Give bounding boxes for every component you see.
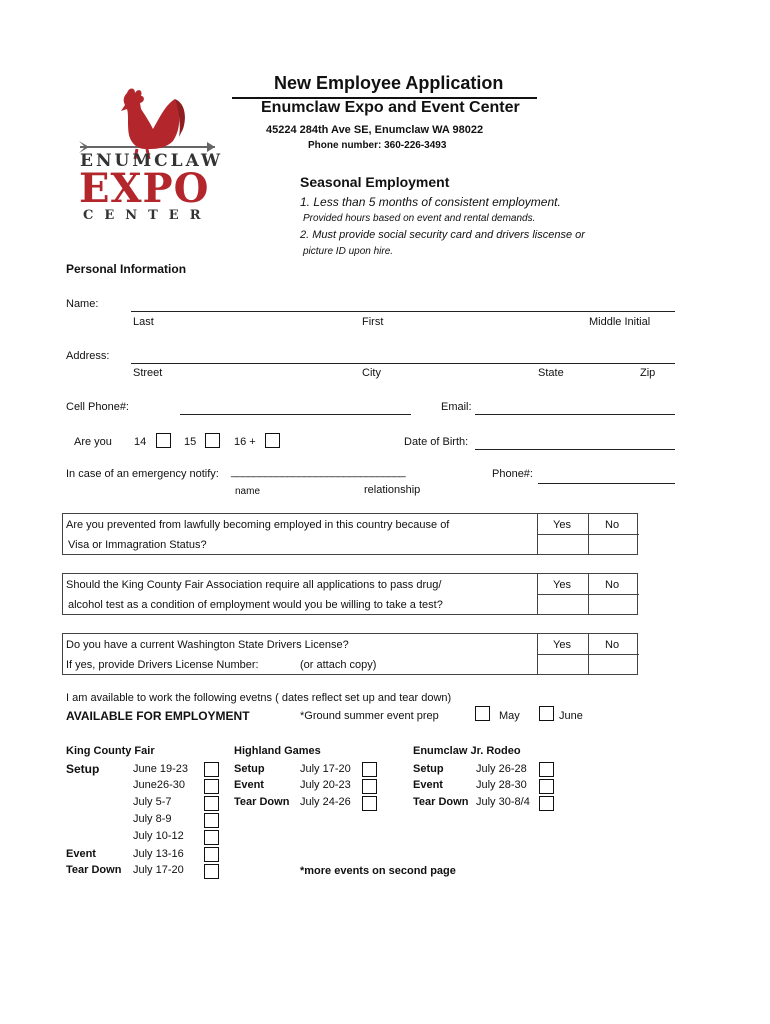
availability-intro: I am available to work the following evetns ( dates reflect set up and tear down) bbox=[66, 692, 452, 704]
hg-setup-label: Setup bbox=[234, 763, 265, 775]
kc-checkbox-7[interactable] bbox=[204, 864, 219, 879]
ground-prep-label: *Ground summer event prep bbox=[300, 710, 439, 722]
hg-date-3: July 24-26 bbox=[300, 796, 351, 808]
rodeo-checkbox-1[interactable] bbox=[539, 762, 554, 777]
org-address: 45224 284th Ave SE, Enumclaw WA 98022 bbox=[266, 124, 484, 136]
kc-date-6: July 13-16 bbox=[133, 848, 184, 860]
age-14-label: 14 bbox=[134, 436, 147, 448]
kc-fair-title: King County Fair bbox=[66, 745, 155, 757]
rodeo-event-label: Event bbox=[413, 779, 443, 791]
kc-setup-label: Setup bbox=[66, 762, 100, 776]
org-name: Enumclaw Expo and Event Center bbox=[261, 99, 520, 116]
kc-checkbox-2[interactable] bbox=[204, 779, 219, 794]
name-label: Name: bbox=[66, 298, 99, 310]
availability-heading: AVAILABLE FOR EMPLOYMENT bbox=[66, 709, 250, 723]
emergency-phone-field[interactable] bbox=[538, 483, 675, 484]
license-no-option[interactable]: No bbox=[605, 639, 620, 651]
kc-date-3: July 5-7 bbox=[133, 796, 172, 808]
kc-teardown-label: Tear Down bbox=[66, 864, 122, 876]
question-license-copy: (or attach copy) bbox=[300, 659, 377, 671]
rodeo-title: Enumclaw Jr. Rodeo bbox=[413, 745, 521, 757]
may-label: May bbox=[499, 710, 520, 722]
emergency-phone-label: Phone#: bbox=[492, 468, 533, 480]
dob-label: Date of Birth: bbox=[404, 436, 469, 448]
emergency-name-sublabel: name bbox=[235, 486, 261, 497]
personal-info-heading: Personal Information bbox=[66, 262, 187, 276]
hg-teardown-label: Tear Down bbox=[234, 796, 290, 808]
city-sublabel: City bbox=[362, 367, 381, 379]
kc-checkbox-5[interactable] bbox=[204, 830, 219, 845]
email-field[interactable] bbox=[475, 414, 675, 415]
rodeo-setup-label: Setup bbox=[413, 763, 444, 775]
address-field[interactable] bbox=[131, 363, 675, 364]
seasonal-note-2: 2. Must provide social security card and drivers liscense or bbox=[300, 229, 585, 241]
seasonal-note-1: 1. Less than 5 months of consistent employment. bbox=[300, 195, 561, 209]
june-label: June bbox=[559, 710, 583, 722]
visa-yes-option[interactable]: Yes bbox=[553, 519, 571, 531]
age-15-checkbox[interactable] bbox=[205, 433, 220, 448]
are-you-label: Are you bbox=[74, 436, 112, 448]
hg-date-1: July 17-20 bbox=[300, 763, 351, 775]
kc-checkbox-3[interactable] bbox=[204, 796, 219, 811]
kc-event-label: Event bbox=[66, 848, 96, 860]
org-phone: Phone number: 360-226-3493 bbox=[308, 140, 447, 151]
kc-date-7: July 17-20 bbox=[133, 864, 184, 876]
question-drug-text: Should the King County Fair Association require all applications to pass drug/ bbox=[66, 579, 442, 591]
logo bbox=[75, 85, 224, 225]
visa-no-option[interactable]: No bbox=[605, 519, 620, 531]
kc-date-1: June 19-23 bbox=[133, 763, 189, 775]
seasonal-note-2b: picture ID upon hire. bbox=[303, 246, 394, 257]
rodeo-checkbox-2[interactable] bbox=[539, 779, 554, 794]
dob-field[interactable] bbox=[475, 449, 675, 450]
age-15-label: 15 bbox=[184, 436, 197, 448]
emergency-relationship-sublabel: relationship bbox=[364, 484, 421, 496]
logo-text-expo: EXPO bbox=[79, 165, 210, 212]
hg-title: Highland Games bbox=[234, 745, 321, 757]
logo-text-center: CENTER bbox=[83, 208, 212, 223]
rodeo-teardown-label: Tear Down bbox=[413, 796, 469, 808]
seasonal-note-1b: Provided hours based on event and rental demands. bbox=[303, 213, 536, 224]
last-sublabel: Last bbox=[133, 316, 154, 328]
question-visa-text: Are you prevented from lawfully becoming employed in this country because of bbox=[66, 519, 450, 531]
may-checkbox[interactable] bbox=[475, 706, 490, 721]
question-drug-text-2: alcohol test as a condition of employment would you be willing to take a test? bbox=[68, 599, 443, 611]
hg-checkbox-3[interactable] bbox=[362, 796, 377, 811]
kc-checkbox-6[interactable] bbox=[204, 847, 219, 862]
form-title: New Employee Application bbox=[274, 73, 504, 93]
emergency-label: In case of an emergency notify: bbox=[66, 468, 219, 480]
age-16-checkbox[interactable] bbox=[265, 433, 280, 448]
street-sublabel: Street bbox=[133, 367, 163, 379]
kc-date-2: June26-30 bbox=[133, 779, 185, 791]
kc-checkbox-4[interactable] bbox=[204, 813, 219, 828]
kc-checkbox-1[interactable] bbox=[204, 762, 219, 777]
question-visa-text-2: Visa or Immagration Status? bbox=[68, 539, 207, 551]
rodeo-date-2: July 28-30 bbox=[476, 779, 527, 791]
middle-sublabel: Middle Initial bbox=[589, 316, 651, 328]
rodeo-date-3: July 30-8/4 bbox=[476, 796, 530, 808]
drug-yes-option[interactable]: Yes bbox=[553, 579, 571, 591]
kc-date-5: July 10-12 bbox=[133, 830, 184, 842]
cell-phone-field[interactable] bbox=[180, 414, 411, 415]
hg-checkbox-1[interactable] bbox=[362, 762, 377, 777]
seasonal-title: Seasonal Employment bbox=[300, 174, 450, 190]
more-events-note: *more events on second page bbox=[300, 865, 456, 877]
june-checkbox[interactable] bbox=[539, 706, 554, 721]
age-14-checkbox[interactable] bbox=[156, 433, 171, 448]
logo-text-enumclaw: ENUMCLAW bbox=[80, 151, 224, 171]
name-field[interactable] bbox=[131, 311, 675, 312]
question-license-text: Do you have a current Washington State Drivers License? bbox=[66, 639, 349, 651]
address-label: Address: bbox=[66, 350, 110, 362]
email-label: Email: bbox=[441, 401, 472, 413]
zip-sublabel: Zip bbox=[640, 367, 656, 379]
age-16-label: 16 + bbox=[234, 436, 256, 448]
first-sublabel: First bbox=[362, 316, 384, 328]
hg-date-2: July 20-23 bbox=[300, 779, 351, 791]
emergency-field[interactable]: _______________________________ bbox=[231, 466, 406, 478]
rodeo-date-1: July 26-28 bbox=[476, 763, 527, 775]
kc-date-4: July 8-9 bbox=[133, 813, 172, 825]
hg-event-label: Event bbox=[234, 779, 264, 791]
state-sublabel: State bbox=[538, 367, 564, 379]
license-yes-option[interactable]: Yes bbox=[553, 639, 571, 651]
question-license-text-2: If yes, provide Drivers License Number: bbox=[66, 659, 259, 671]
cell-phone-label: Cell Phone#: bbox=[66, 401, 129, 413]
rodeo-checkbox-3[interactable] bbox=[539, 796, 554, 811]
hg-checkbox-2[interactable] bbox=[362, 779, 377, 794]
drug-no-option[interactable]: No bbox=[605, 579, 620, 591]
